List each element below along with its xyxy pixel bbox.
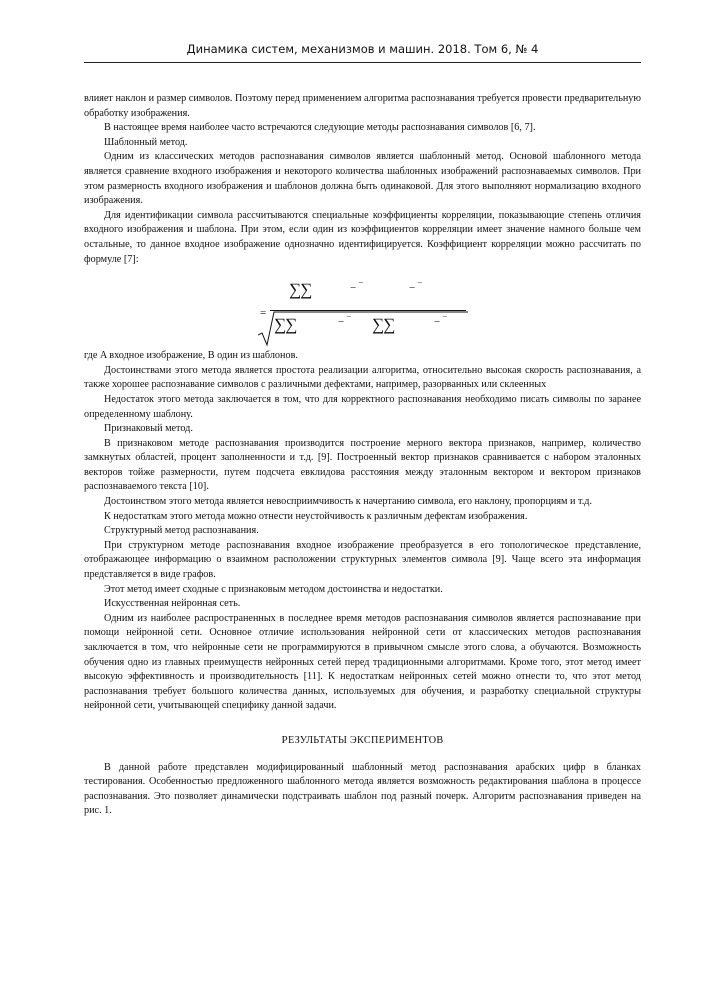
formula-numerator-sum: ∑∑ — [289, 280, 312, 300]
paragraph: Достоинством этого метода является невосприимчивость к начертанию символа, его наклону, пропорциям и т.д. — [104, 496, 592, 508]
paragraph: Недостаток этого метода заключается в том, что для корректного распознавания необходимо писать символы по заранее определенному шаблону. — [84, 393, 641, 420]
paragraph: где A входное изображение, B один из шаблонов. — [84, 350, 298, 362]
paragraph: При структурном методе распознавания входное изображение преобразуется в его топологическое представление, отображающее информацию о взаимном расположении структурных элементов символа [9]. Чаще всего эта информация представляется в виде графов. — [84, 539, 641, 581]
paragraph: Одним из наиболее распространенных в последнее время методов распознавания символов является распознавание при помощи нейронной сети. Основное отличие использования нейронной сети от классических методов распознавания заключается в том, что нейронные сети не программируются в привычном смысле этого слова, а обучаются. Возможность обучения одно из главных преимуществ нейронных сетей перед традиционными алгоритмами. Кроме того, этот метод имеет высокую эффективность и производительность [11]. К недостаткам нейронных сетей можно отнести то, что этот метод распознавания требует большого количества данных, используемых для обучения, и разработку специальной структуры нейронной сети, учитывающей специфику данной задачи. — [84, 612, 641, 712]
paragraph: влияет наклон и размер символов. Поэтому перед применением алгоритма распознавания требуется провести предварительную обработку изображения. — [84, 93, 641, 119]
paragraph: В настоящее время наиболее часто встречаются следующие методы распознавания символов [6, 7]. — [104, 122, 536, 134]
section-title-results: РЕЗУЛЬТАТЫ ЭКСПЕРИМЕНТОВ — [281, 733, 444, 746]
article-body — [84, 92, 641, 819]
header-divider — [84, 62, 641, 63]
paragraph: Искусственная нейронная сеть. — [104, 598, 241, 610]
paragraph: Структурный метод распознавания. — [104, 525, 259, 537]
results-paragraph: В данной работе представлен модифицированный шаблонный метод распознавания арабских цифр в бланках тестирования. Особенностью предложенного шаблонного метода является возможность редактирования шаблона в процессе распознавания. Это позволяет динамически подстраивать шаблон под разный почерк. Алгоритм распознавания приведен на рис. 1. — [84, 761, 641, 817]
paragraph: Шаблонный метод. — [104, 136, 188, 148]
paragraph: К недостаткам этого метода можно отнести неустойчивость к различным дефектам изображения. — [104, 510, 528, 522]
formula-denominator-term-b: − ‾ — [434, 316, 447, 329]
formula-equals: = — [260, 307, 267, 320]
paragraph: Для идентификации символа рассчитываются специальные коэффициенты корреляции, показывающие степень отличия входного изображения и шаблона. При этом, если один из коэффициентов корреляции имеет значение намного больше чем остальные, то данное входное изображение однозначно идентифицируется. Коэффициент корреляции можно рассчитать по формуле [7]: — [84, 209, 641, 265]
paragraph: Этот метод имеет сходные с признаковым методом достоинства и недостатки. — [104, 583, 443, 595]
formula-denominator-sum-a: ∑∑ — [274, 315, 297, 335]
paragraphs-after-formula — [84, 349, 641, 714]
paragraphs-before-formula — [84, 92, 641, 267]
formula-denominator-sum-b: ∑∑ — [372, 315, 395, 335]
journal-header: Динамика систем, механизмов и машин. 2018. Том 6, № 4 — [186, 42, 539, 56]
paragraph: Достоинствами этого метода является простота реализации алгоритма, относительно высокая скорость распознавания, а также хорошее распознавание символов с различными дефектами, например, разорванных или склеенных — [84, 364, 641, 391]
paragraph: Одним из классических методов распознавания символов является шаблонный метод. Основой шаблонного метода является сравнение входного изображения и некоторого количества шаблонных изображений распознаваемых символов. При этом размерность входного изображения и шаблонов должна быть одинаковой. Для этого выполняют нормализацию входного изображения. — [84, 151, 641, 207]
formula-numerator-term-a: − ‾ — [350, 282, 363, 295]
formula-numerator-term-b: − ‾ — [409, 282, 422, 295]
correlation-formula — [84, 267, 641, 349]
paragraph: В признаковом методе распознавания производится построение мерного вектора признаков, например, количество замкнутых областей, процент заполненности и т.д. [9]. Построенный вектор признаков сравнивается с набором эталонных векторов тойже размерности, путем подсчета евклидова расстояния между эталонным вектором и вектором признаков распознаваемого текста [10]. — [84, 437, 641, 493]
paragraph: Признаковый метод. — [104, 423, 193, 435]
formula-denominator-term-a: − ‾ — [338, 316, 351, 329]
